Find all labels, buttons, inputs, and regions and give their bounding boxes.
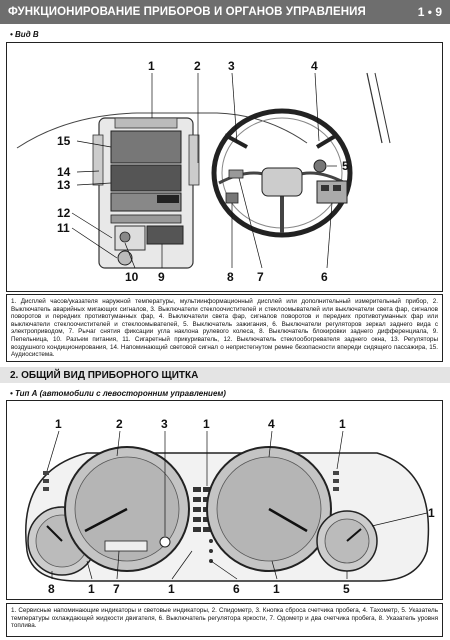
cluster-label-1a: 1 bbox=[55, 417, 62, 431]
label-3: 3 bbox=[228, 59, 235, 73]
dashboard-drawing bbox=[7, 43, 442, 291]
header-title: ФУНКЦИОНИРОВАНИЕ ПРИБОРОВ И ОРГАНОВ УПРАВЛЕНИЯ bbox=[8, 6, 366, 18]
cluster-label-1d: 1 bbox=[428, 506, 435, 520]
ashtray bbox=[147, 226, 183, 244]
cluster-label-1e: 1 bbox=[88, 582, 95, 596]
hazard-switch bbox=[157, 195, 179, 203]
label-4: 4 bbox=[311, 59, 318, 73]
left-vent bbox=[93, 135, 103, 185]
cluster-figure bbox=[6, 400, 443, 600]
right-vent bbox=[189, 135, 199, 185]
audio-display bbox=[111, 131, 181, 163]
label-14: 14 bbox=[57, 165, 71, 179]
label-8: 8 bbox=[227, 270, 234, 284]
trip-reset-button bbox=[160, 537, 170, 547]
cluster-label-1b: 1 bbox=[203, 417, 210, 431]
ignition-switch bbox=[314, 160, 326, 172]
diff-lock-switch bbox=[226, 193, 238, 203]
label-5: 5 bbox=[342, 159, 349, 173]
cluster-label-7: 7 bbox=[113, 582, 120, 596]
label-9: 9 bbox=[158, 270, 165, 284]
cluster-label-6: 6 bbox=[233, 582, 240, 596]
cluster-label-4: 4 bbox=[268, 417, 275, 431]
cigarette-lighter bbox=[118, 251, 132, 265]
label-6: 6 bbox=[321, 270, 328, 284]
label-1: 1 bbox=[148, 59, 155, 73]
cluster-label-3: 3 bbox=[161, 417, 168, 431]
label-10: 10 bbox=[125, 270, 139, 284]
label-13: 13 bbox=[57, 178, 71, 192]
cluster-label-1g: 1 bbox=[273, 582, 280, 596]
power-outlet bbox=[120, 232, 130, 242]
label-7: 7 bbox=[257, 270, 264, 284]
legend-box-2 bbox=[6, 603, 443, 637]
legend-1-text: 1. Дисплей часов/указателя наружной температуры, мультиинформационный дисплей или дополнительный измерительный прибор, 2. Выключатель аварийных мигающих сигналов, 3. Выключатели стеклоочистителей и стеклоомывателей или выключатели света фар, сигналов поворотов и передних противотуманных фар, 4. Выключатели света фар, сигналов поворотов и передних противотуманных фар или выключатели стеклоочистителей и стеклоомывателей, 5. Выключатель зажигания, 6. Выключатели регуляторов зеркал заднего вида с электроприводом, 7. Рычаг снятия фиксации угла наклона рулевого колеса, 8. Выключатель блокировки заднего дифференциала, 9. Пепельница, 10. Разъем питания, 11. Сигаретный прикуриватель, 12. Выключатель стеклообогревателя заднего окна, 13. Регуляторы воздушного кондиционирования, 14. Напоминающий световой сигнал о непристегнутом ремне безопасности впереди сидящего пассажира, 15. Аудиосистема. bbox=[11, 298, 438, 359]
section-2-title: 2. ОБЩИЙ ВИД ПРИБОРНОГО ЩИТКА bbox=[0, 367, 450, 383]
mirror-switches bbox=[317, 181, 347, 203]
label-12: 12 bbox=[57, 206, 71, 220]
page-number: 1 • 9 bbox=[417, 5, 442, 19]
label-15: 15 bbox=[57, 134, 71, 148]
page-header bbox=[0, 0, 450, 24]
label-2: 2 bbox=[194, 59, 201, 73]
dashboard-figure bbox=[6, 42, 443, 292]
cluster-drawing bbox=[7, 401, 442, 599]
cluster-label-1c: 1 bbox=[339, 417, 346, 431]
clock-display bbox=[115, 118, 177, 128]
cluster-label-8: 8 bbox=[48, 582, 55, 596]
cluster-label-5: 5 bbox=[343, 582, 350, 596]
cluster-label-2: 2 bbox=[116, 417, 123, 431]
odometer-display bbox=[105, 541, 147, 551]
label-11: 11 bbox=[57, 221, 70, 235]
figure1-caption: • Вид В bbox=[10, 30, 39, 39]
legend-box-1 bbox=[6, 294, 443, 362]
legend-2-text: 1. Сервисные напоминающие индикаторы и световые индикаторы, 2. Спидометр, 3. Кнопка сброса счетчика пробега, 4. Тахометр, 5. Указатель температуры охлаждающей жидкости двигателя, 6. Выключатель регулятора яркости, 7. Одометр и два счетчика пробега, 8. Указатель уровня топлива. bbox=[11, 607, 438, 630]
audio-controls bbox=[111, 165, 181, 191]
figure2-caption: • Тип А (автомобили с левосторонним управлением) bbox=[10, 389, 226, 398]
cluster-label-1f: 1 bbox=[168, 582, 175, 596]
